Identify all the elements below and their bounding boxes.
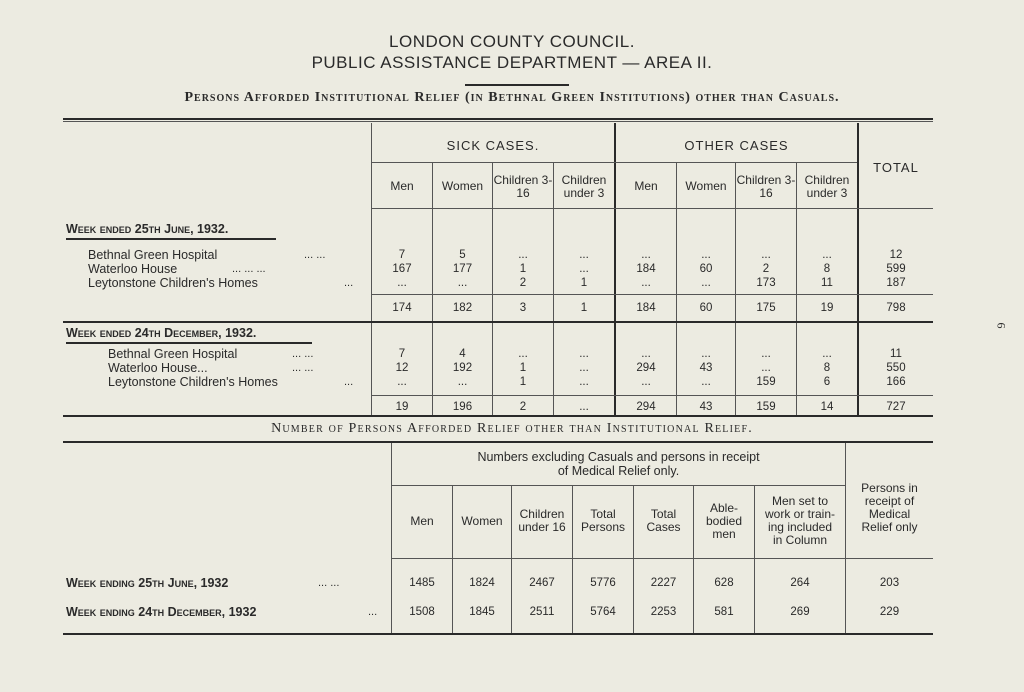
total-header: TOTAL bbox=[873, 160, 919, 175]
row-label: Bethnal Green Hospital bbox=[108, 347, 238, 361]
table-cell: 11 bbox=[890, 348, 902, 360]
t2-col-header-line: bodied bbox=[705, 513, 743, 528]
table-cell: 599 bbox=[886, 263, 906, 275]
col-header: Women bbox=[441, 179, 484, 193]
row-label: Bethnal Green Hospital bbox=[88, 248, 218, 262]
table2-top-rule bbox=[63, 441, 933, 443]
table-cell: 19 bbox=[820, 302, 834, 314]
table-cell: 166 bbox=[886, 376, 906, 388]
table-cell: 229 bbox=[879, 606, 900, 618]
t2-row-label: Week ending 25th June, 1932 bbox=[66, 576, 229, 590]
t2-col-header bbox=[634, 508, 693, 534]
row-leader: ... ... ... bbox=[232, 263, 266, 275]
table-cell: ... bbox=[457, 376, 468, 388]
table-cell: 4 bbox=[459, 348, 466, 360]
t2-col-header-line: Total bbox=[650, 507, 677, 521]
table-cell: ... bbox=[701, 348, 711, 360]
t2-col-header-line: Cases bbox=[646, 520, 681, 534]
t2-medical-line: Medical bbox=[868, 507, 911, 521]
table-cell: 1 bbox=[519, 362, 527, 374]
table-cell: 294 bbox=[636, 362, 656, 374]
col-header: Men bbox=[390, 179, 414, 193]
table-cell: 264 bbox=[790, 577, 810, 589]
table-cell: 43 bbox=[699, 362, 713, 374]
page-number: 6 bbox=[994, 322, 1009, 329]
table-cell: ... bbox=[397, 376, 407, 388]
section-divider bbox=[63, 321, 933, 323]
table-cell: 2 bbox=[519, 277, 527, 289]
table-cell: 550 bbox=[886, 362, 906, 374]
other-cases-header: OTHER CASES bbox=[684, 138, 789, 153]
table-cell: 173 bbox=[756, 277, 776, 289]
row-label: Leytonstone Children's Homes bbox=[88, 276, 258, 290]
t2-group-rule bbox=[392, 485, 845, 486]
table1-caption: Persons Afforded Institutional Relief (in Bethnal Green Institutions) other than Casuals. bbox=[184, 90, 840, 105]
t2-col-header bbox=[453, 515, 511, 528]
row-leader: ... ... bbox=[292, 362, 314, 374]
table-cell: 184 bbox=[636, 263, 656, 275]
table-cell: ... bbox=[579, 376, 589, 388]
table-cell: ... bbox=[641, 249, 651, 261]
t2-medical-line: Relief only bbox=[861, 520, 918, 534]
table-cell: 727 bbox=[886, 401, 906, 413]
table-cell: 1 bbox=[580, 277, 588, 289]
table-cell: 7 bbox=[398, 249, 406, 261]
table-cell: ... bbox=[761, 348, 771, 360]
row-label: Waterloo House... bbox=[108, 361, 208, 375]
table-cell: 203 bbox=[879, 577, 900, 589]
t2-col-header-line: ing included bbox=[767, 520, 833, 534]
table-cell: 5776 bbox=[590, 577, 616, 589]
t2-group-header-1: Numbers excluding Casuals and persons in receipt bbox=[477, 450, 760, 464]
council-title: LONDON COUNTY COUNCIL. bbox=[389, 32, 635, 51]
table-cell: ... bbox=[701, 249, 711, 261]
section-underline bbox=[66, 342, 312, 344]
table-cell: 2253 bbox=[650, 606, 677, 618]
t2-col-header-line: Men set to bbox=[771, 494, 829, 508]
table-cell: 1845 bbox=[469, 606, 495, 618]
table-cell: 5764 bbox=[590, 606, 616, 618]
t2-col-header bbox=[694, 502, 754, 541]
t2-col-header bbox=[512, 508, 572, 534]
department-title: PUBLIC ASSISTANCE DEPARTMENT — AREA II. bbox=[311, 53, 713, 72]
table-cell: ... bbox=[579, 348, 589, 360]
t2-col-header-line: men bbox=[712, 526, 736, 541]
table-cell: 628 bbox=[714, 577, 734, 589]
table-cell: ... bbox=[579, 249, 589, 261]
table-cell: ... bbox=[822, 348, 832, 360]
t2-col-header-line: Total bbox=[590, 507, 616, 521]
t2-col-header-line: work or train- bbox=[764, 507, 835, 521]
table-cell: 1 bbox=[519, 263, 527, 275]
t2-group-header-2: of Medical Relief only. bbox=[557, 464, 680, 478]
row-leader: ... ... bbox=[292, 348, 314, 360]
table-cell: 12 bbox=[889, 249, 903, 261]
table-cell: ... bbox=[641, 348, 651, 360]
table-cell: 184 bbox=[636, 302, 656, 314]
t2-row-leader: ... bbox=[368, 606, 378, 618]
title-rule bbox=[465, 84, 569, 86]
table-cell: 60 bbox=[699, 302, 713, 314]
table-cell: ... bbox=[579, 362, 589, 374]
table-cell: 159 bbox=[756, 401, 776, 413]
table1-top-rule-inner bbox=[63, 121, 933, 122]
row-leader: ... bbox=[344, 277, 354, 289]
table-cell: 7 bbox=[398, 348, 406, 360]
table-cell: 192 bbox=[452, 362, 473, 374]
table-cell: 1824 bbox=[469, 577, 495, 589]
table2-bottom-rule bbox=[63, 633, 933, 635]
col-header: Children under 3 bbox=[804, 173, 850, 200]
t2-col-header-line: Women bbox=[461, 513, 503, 528]
table-cell: ... bbox=[761, 362, 771, 374]
table-cell: 12 bbox=[395, 362, 409, 374]
row-label: Leytonstone Children's Homes bbox=[108, 375, 278, 389]
t2-medical-line: Persons in bbox=[861, 481, 918, 495]
table-cell: 2227 bbox=[650, 577, 677, 589]
t2-row-leader: ... ... bbox=[318, 577, 340, 589]
t2-col-header bbox=[755, 495, 845, 547]
table-cell: 43 bbox=[699, 401, 713, 413]
table-cell: 182 bbox=[452, 302, 473, 314]
table-cell: 196 bbox=[452, 401, 473, 413]
table-cell: ... bbox=[579, 263, 589, 275]
table-cell: 1508 bbox=[409, 606, 435, 618]
table-cell: 1 bbox=[580, 302, 588, 314]
table-cell: 6 bbox=[823, 376, 831, 388]
table-cell: 798 bbox=[886, 302, 906, 314]
table-cell: ... bbox=[518, 348, 528, 360]
table-cell: 1 bbox=[519, 376, 527, 388]
table-cell: 175 bbox=[756, 302, 776, 314]
table-cell: ... bbox=[761, 249, 771, 261]
table-cell: 159 bbox=[756, 376, 776, 388]
section-title: Week ended 25th June, 1932. bbox=[66, 222, 229, 236]
section-title: Week ended 24th December, 1932. bbox=[66, 326, 257, 340]
table-cell: ... bbox=[518, 249, 528, 261]
table-cell: 19 bbox=[395, 401, 409, 413]
t2-col-header-line: Persons bbox=[580, 520, 626, 534]
table-cell: 177 bbox=[452, 263, 473, 275]
table1-bottom-rule bbox=[63, 415, 933, 417]
table-cell: 187 bbox=[886, 277, 906, 289]
table-cell: 3 bbox=[519, 302, 527, 314]
col-header: Women bbox=[685, 179, 727, 193]
table-cell: ... bbox=[701, 277, 711, 289]
table-cell: 11 bbox=[821, 277, 833, 289]
table-cell: 5 bbox=[459, 249, 466, 261]
table-cell: ... bbox=[701, 376, 711, 388]
table-cell: 60 bbox=[699, 263, 713, 275]
t2-header-bottom-rule bbox=[392, 558, 933, 559]
col-header: Children 3-16 bbox=[736, 173, 796, 200]
col-header: Children 3-16 bbox=[493, 173, 553, 200]
table-cell: 14 bbox=[820, 401, 834, 413]
group-header-rule bbox=[372, 162, 857, 163]
table-cell: ... bbox=[397, 277, 407, 289]
table-cell: 174 bbox=[392, 302, 412, 314]
header-bottom-rule bbox=[372, 208, 933, 209]
table-cell: 1485 bbox=[409, 577, 435, 589]
col-header: Children under 3 bbox=[561, 173, 607, 200]
t2-medical-header bbox=[846, 482, 933, 534]
t2-col-header bbox=[573, 508, 633, 534]
table-cell: ... bbox=[641, 277, 651, 289]
row-leader: ... bbox=[344, 376, 354, 388]
table-cell: 8 bbox=[823, 362, 831, 374]
table-cell: 8 bbox=[823, 263, 831, 275]
table-cell: 167 bbox=[392, 263, 412, 275]
t2-col-header-line: Able- bbox=[709, 500, 738, 515]
t2-col-header-line: in Column bbox=[772, 533, 828, 547]
row-label: Waterloo House bbox=[88, 262, 178, 276]
t2-col-header bbox=[392, 515, 452, 528]
table-cell: 2467 bbox=[529, 577, 555, 589]
table-cell: ... bbox=[641, 376, 651, 388]
t2-col-header-line: Men bbox=[410, 513, 434, 528]
table-cell: 269 bbox=[790, 606, 810, 618]
t2-row-label: Week ending 24th December, 1932 bbox=[66, 605, 257, 619]
table-cell: 2 bbox=[519, 401, 527, 413]
subtotal-rule bbox=[372, 395, 933, 396]
table-cell: 294 bbox=[636, 401, 656, 413]
table-cell: ... bbox=[457, 277, 468, 289]
section-underline bbox=[66, 238, 276, 240]
row-leader: ... ... bbox=[304, 249, 326, 261]
table2-caption: Number of Persons Afforded Relief other than Institutional Relief. bbox=[271, 421, 753, 436]
table-cell: 2511 bbox=[529, 606, 555, 618]
table-cell: ... bbox=[822, 249, 832, 261]
t2-col-header-line: Children bbox=[519, 507, 565, 521]
table-cell: ... bbox=[579, 401, 589, 413]
subtotal-rule bbox=[372, 294, 933, 295]
sick-cases-header: SICK CASES. bbox=[446, 138, 540, 153]
t2-medical-line: receipt of bbox=[864, 494, 915, 508]
table-cell: 581 bbox=[714, 606, 734, 618]
table1-top-rule bbox=[63, 118, 933, 120]
col-header: Men bbox=[634, 179, 658, 193]
t2-col-header-line: under 16 bbox=[518, 520, 566, 534]
table-cell: 2 bbox=[762, 263, 770, 275]
